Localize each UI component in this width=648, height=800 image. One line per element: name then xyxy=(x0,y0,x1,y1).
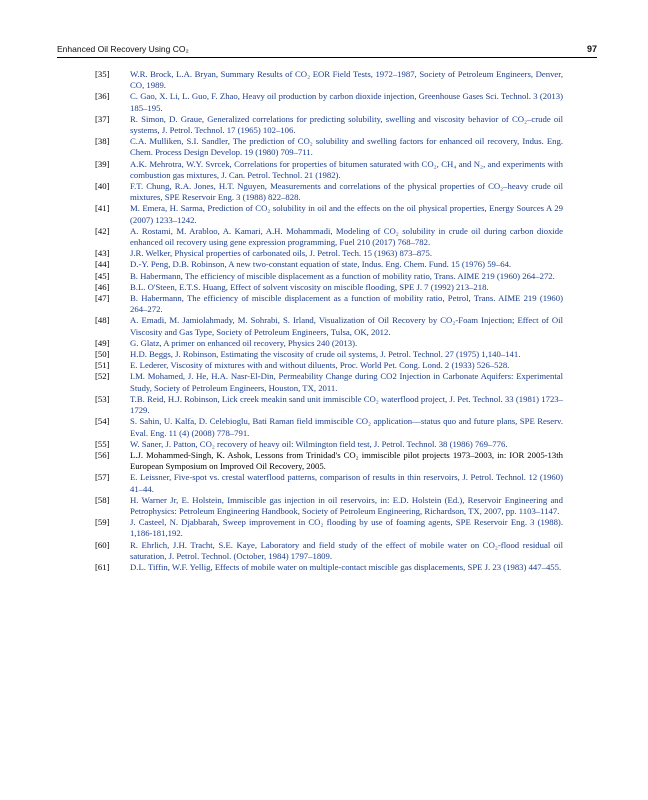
running-title: Enhanced Oil Recovery Using CO₂ xyxy=(57,44,189,54)
reference-item xyxy=(95,181,563,203)
reference-number: [51] xyxy=(95,360,110,371)
reference-item xyxy=(95,540,563,562)
reference-item xyxy=(95,338,563,349)
reference-number: [52] xyxy=(95,371,110,382)
reference-link[interactable]: W. Saner, J. Patton, CO₂ recovery of heavy oil: Wilmington field test, J. Petrol. Technol. 38 (1986) 769–776. xyxy=(130,438,508,449)
reference-link[interactable]: C. Gao, X. Li, L. Guo, F. Zhao, Heavy oil production by carbon dioxide injection, Greenhouse Gases Sci. Technol. 3 (2013) 185–195. xyxy=(130,91,563,113)
reference-item xyxy=(95,450,563,472)
reference-item xyxy=(95,271,563,282)
reference-number: [36] xyxy=(95,91,110,102)
reference-link[interactable]: A. Emadi, M. Jamiolahmady, M. Sohrabi, S. Irland, Visualization of Oil Recovery by CO₂-Foam Injection; Effect of Oil Viscosity and Gas Type, Society of Petroleum Engineers, Tulsa, OK, 2012. xyxy=(130,315,563,337)
reference-number: [57] xyxy=(95,472,110,483)
reference-link[interactable]: B. Habermann, The efficiency of miscible displacement as a function of mobility ratio, Trans. AIME 219 (1960) 264–272. xyxy=(130,270,555,281)
reference-item xyxy=(95,439,563,450)
reference-link[interactable]: E. Leissner, Five-spot vs. crestal waterflood patterns, comparison of results in thin reservoirs, J. Petrol. Technol. 12 (1960) 41–44. xyxy=(130,472,563,494)
reference-link[interactable]: W.R. Brock, L.A. Bryan, Summary Results of CO₂ EOR Field Tests, 1972–1987, Society of Petroleum Engineers, Denver, CO, 1989. xyxy=(130,69,563,91)
reference-number: [39] xyxy=(95,158,110,169)
reference-list xyxy=(95,69,563,573)
reference-item xyxy=(95,517,563,539)
reference-number: [49] xyxy=(95,337,110,348)
reference-item xyxy=(95,91,563,113)
reference-link[interactable]: H. Warner Jr, E. Holstein, Immiscible gas injection in oil reservoirs, in: E.D. Holstein (Ed.), Reservoir Engineering and Petrophysics: Petroleum Engineering Handbook, Society of Petroleum Engineering, Richardson, TX, 2007, pp. 1103–1147. xyxy=(130,494,563,516)
reference-number: [60] xyxy=(95,539,110,550)
reference-link[interactable]: R. Ehrlich, J.H. Tracht, S.E. Kaye, Laboratory and field study of the effect of mobile water on CO₂-flood residual oil saturation, J. Petrol. Technol. (October, 1984) 1797–1809. xyxy=(130,539,563,561)
page-number: 97 xyxy=(586,44,597,54)
reference-number: [40] xyxy=(95,181,110,192)
reference-link[interactable]: D.-Y. Peng, D.B. Robinson, A new two-constant equation of state, Indus. Eng. Chem. Fund. 15 (1976) 59–64. xyxy=(130,259,512,270)
reference-link[interactable]: S. Sahin, U. Kalfa, D. Celebioglu, Bati Raman field immiscible CO₂ application—status quo and future plans, SPE Reserv. Eval. Eng. 11 (4) (2008) 778–791. xyxy=(130,416,563,438)
reference-number: [37] xyxy=(95,113,110,124)
reference-link[interactable]: D.L. Tiffin, W.F. Yellig, Effects of mobile water on multiple-contact miscible gas displacements, SPE J. 23 (1983) 447–455. xyxy=(130,561,562,572)
reference-number: [48] xyxy=(95,315,110,326)
reference-link[interactable]: A.K. Mehrotra, W.Y. Svrcek, Correlations for properties of bitumen saturated with CO₂, CH₄ and N₂, and experiments with combustion gas mixtures, J. Can. Petrol. Technol. 21 (1982). xyxy=(130,158,563,180)
reference-item xyxy=(95,416,563,438)
reference-link[interactable]: B. Habermann, The efficiency of miscible displacement as a function of mobility ratio, Petrol, Trans. AIME 219 (1960) 264–272. xyxy=(130,293,563,315)
reference-link[interactable]: F.T. Chung, R.A. Jones, H.T. Nguyen, Measurements and correlations of the physical properties of CO₂–heavy crude oil mixtures, SPE Reservoir Eng. 3 (1988) 822–828. xyxy=(130,181,563,203)
reference-number: [44] xyxy=(95,259,110,270)
reference-link[interactable]: B.L. O'Steen, E.T.S. Huang, Effect of solvent viscosity on miscible flooding, SPE J. 7 (1992) 213–218. xyxy=(130,281,489,292)
reference-item xyxy=(95,315,563,337)
reference-number: [35] xyxy=(95,69,110,79)
reference-link[interactable]: R. Simon, D. Graue, Generalized correlations for predicting solubility, swelling and viscosity behavior of CO₂–crude oil systems, J. Petrol. Technol. 17 (1965) 102–106. xyxy=(130,113,563,136)
reference-item xyxy=(95,159,563,181)
reference-number: [59] xyxy=(95,517,110,528)
reference-number: [41] xyxy=(95,203,110,214)
reference-number: [58] xyxy=(95,494,110,505)
reference-item xyxy=(95,203,563,225)
reference-number: [47] xyxy=(95,293,110,304)
reference-item xyxy=(95,394,563,416)
reference-number: [46] xyxy=(95,281,110,292)
reference-number: [42] xyxy=(95,225,110,236)
reference-item xyxy=(95,562,563,573)
reference-link[interactable]: T.B. Reid, H.J. Robinson, Lick creek meakin sand unit immiscible CO₂ waterflood project, J. Pet. Technol. 33 (1981) 1723–1729. xyxy=(130,393,563,416)
reference-link[interactable]: I.M. Mohamed, J. He, H.A. Nasr-El-Din, Permeability Change during CO2 Injection in Carbonate Aquifers: Experimental Study, Society of Petroleum Engineers, Houston, TX, 2011. xyxy=(130,371,563,393)
reference-item xyxy=(95,282,563,293)
reference-number: [54] xyxy=(95,416,110,427)
reference-item xyxy=(95,371,563,393)
reference-number: [61] xyxy=(95,561,110,572)
reference-item xyxy=(95,259,563,270)
reference-link[interactable]: M. Emera, H. Sarma, Prediction of CO₂ solubility in oil and the effects on the oil physical properties, Energy Sources A 29 (2007) 1233–1242. xyxy=(130,203,563,225)
reference-item xyxy=(95,69,563,91)
reference-number: [53] xyxy=(95,393,110,404)
reference-item xyxy=(95,360,563,371)
reference-item xyxy=(95,495,563,517)
reference-link[interactable]: J. Casteel, N. Djabbarah, Sweep improvement in CO₂ flooding by use of foaming agents, SPE Reservoir Eng. 3 (1988). 1,186-181,192. xyxy=(130,517,563,539)
reference-number: [55] xyxy=(95,438,110,449)
page-header xyxy=(57,41,597,58)
reference-link[interactable]: C.A. Mulliken, S.I. Sandler, The prediction of CO₂ solubility and swelling factors for enhanced oil recovery, Indus. Eng. Chem. Process Design Develop. 19 (1980) 709–711. xyxy=(130,136,563,158)
reference-item xyxy=(95,349,563,360)
reference-link[interactable]: J.R. Welker, Physical properties of carbonated oils, J. Petrol. Tech. 15 (1963) 873–875. xyxy=(130,248,433,259)
reference-number: [56] xyxy=(95,449,110,460)
reference-link[interactable]: A. Rostami, M. Arabloo, A. Kamari, A.H. Mohammadi, Modeling of CO₂ solubility in crude oil during carbon dioxide enhanced oil recovery using gene expression programming, Fuel 210 (2017) 768–782. xyxy=(130,225,563,248)
reference-item xyxy=(95,248,563,259)
reference-number: [50] xyxy=(95,349,110,360)
reference-link[interactable]: G. Glatz, A primer on enhanced oil recovery, Physics 240 (2013). xyxy=(130,337,358,348)
reference-text: L.J. Mohammed-Singh, K. Ashok, Lessons from Trinidad's CO₂ immiscible pilot projects 1973–2003, in: IOR 2005-13th European Symposium on Improved Oil Recovery, 2005. xyxy=(130,449,563,472)
reference-number: [38] xyxy=(95,136,110,147)
reference-item xyxy=(95,472,563,494)
reference-number: [43] xyxy=(95,248,110,259)
reference-number: [45] xyxy=(95,270,110,281)
reference-link[interactable]: E. Lederer, Viscosity of mixtures with and without diluents, Proc. World Pet. Cong. Lond. 2 (1933) 526–528. xyxy=(130,360,510,371)
reference-item xyxy=(95,293,563,315)
reference-link[interactable]: H.D. Beggs, J. Robinson, Estimating the viscosity of crude oil systems, J. Petrol. Technol. 27 (1975) 1,140–141. xyxy=(130,349,521,360)
reference-item xyxy=(95,114,563,136)
reference-item xyxy=(95,226,563,248)
reference-item xyxy=(95,136,563,158)
